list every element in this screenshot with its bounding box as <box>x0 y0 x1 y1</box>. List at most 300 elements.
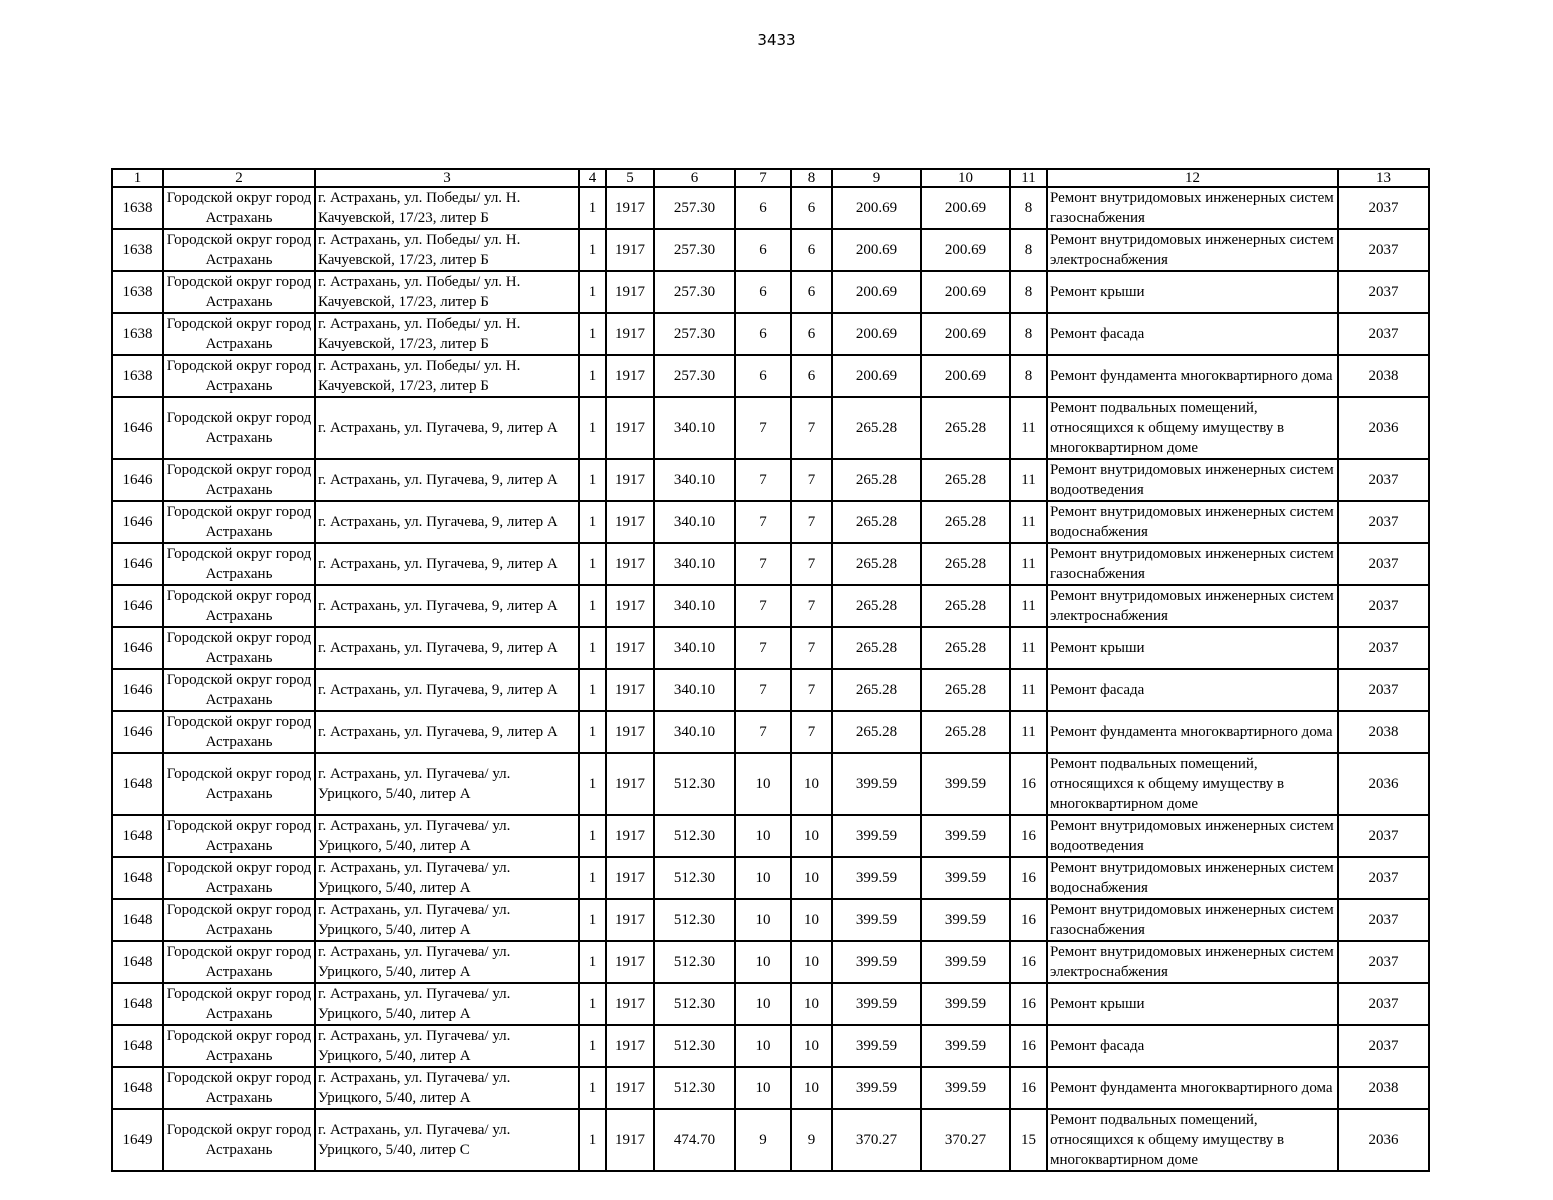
column-8-cell: 7 <box>791 627 832 669</box>
column-4-cell: 1 <box>579 857 606 899</box>
record-number-cell: 1648 <box>112 941 163 983</box>
repair-work-cell: Ремонт внутридомовых инженерных систем газоснабжения <box>1047 899 1338 941</box>
column-7-cell: 6 <box>735 271 791 313</box>
column-header: 1 <box>112 169 163 187</box>
column-9-cell: 370.27 <box>832 1109 921 1171</box>
table-row <box>112 187 1429 229</box>
column-7-cell: 6 <box>735 229 791 271</box>
area-cell: 257.30 <box>654 271 735 313</box>
table-row <box>112 501 1429 543</box>
planned-year-cell: 2038 <box>1338 1067 1429 1109</box>
year-cell: 1917 <box>606 899 654 941</box>
area-cell: 340.10 <box>654 711 735 753</box>
column-9-cell: 265.28 <box>832 459 921 501</box>
table-row <box>112 941 1429 983</box>
table-row <box>112 711 1429 753</box>
column-7-cell: 10 <box>735 857 791 899</box>
year-cell: 1917 <box>606 355 654 397</box>
column-10-cell: 399.59 <box>921 857 1010 899</box>
repair-work-cell: Ремонт фасада <box>1047 313 1338 355</box>
address-cell: г. Астрахань, ул. Пугачева/ ул. Урицкого, 5/40, литер А <box>315 1067 579 1109</box>
column-10-cell: 265.28 <box>921 543 1010 585</box>
address-cell: г. Астрахань, ул. Пугачева/ ул. Урицкого, 5/40, литер А <box>315 815 579 857</box>
column-4-cell: 1 <box>579 983 606 1025</box>
record-number-cell: 1646 <box>112 669 163 711</box>
repair-work-cell: Ремонт внутридомовых инженерных систем газоснабжения <box>1047 543 1338 585</box>
column-8-cell: 10 <box>791 1067 832 1109</box>
column-8-cell: 6 <box>791 313 832 355</box>
address-cell: г. Астрахань, ул. Победы/ ул. Н. Качуевской, 17/23, литер Б <box>315 187 579 229</box>
column-header: 12 <box>1047 169 1338 187</box>
municipality-cell: Городской округ город Астрахань <box>163 627 315 669</box>
planned-year-cell: 2037 <box>1338 459 1429 501</box>
year-cell: 1917 <box>606 229 654 271</box>
planned-year-cell: 2037 <box>1338 899 1429 941</box>
column-7-cell: 7 <box>735 711 791 753</box>
record-number-cell: 1638 <box>112 229 163 271</box>
record-number-cell: 1638 <box>112 355 163 397</box>
column-10-cell: 399.59 <box>921 1067 1010 1109</box>
municipality-cell: Городской округ город Астрахань <box>163 941 315 983</box>
column-4-cell: 1 <box>579 229 606 271</box>
column-7-cell: 6 <box>735 313 791 355</box>
planned-year-cell: 2037 <box>1338 669 1429 711</box>
table-row <box>112 1067 1429 1109</box>
column-4-cell: 1 <box>579 941 606 983</box>
planned-year-cell: 2037 <box>1338 983 1429 1025</box>
column-9-cell: 265.28 <box>832 711 921 753</box>
column-11-cell: 11 <box>1010 627 1047 669</box>
column-10-cell: 399.59 <box>921 941 1010 983</box>
column-4-cell: 1 <box>579 187 606 229</box>
table-row <box>112 627 1429 669</box>
year-cell: 1917 <box>606 753 654 815</box>
column-7-cell: 10 <box>735 983 791 1025</box>
year-cell: 1917 <box>606 313 654 355</box>
municipality-cell: Городской округ город Астрахань <box>163 669 315 711</box>
capital-repair-table <box>111 168 1430 1172</box>
column-10-cell: 265.28 <box>921 585 1010 627</box>
column-4-cell: 1 <box>579 753 606 815</box>
table-body <box>112 187 1429 1171</box>
column-4-cell: 1 <box>579 501 606 543</box>
repair-work-cell: Ремонт внутридомовых инженерных систем электроснабжения <box>1047 229 1338 271</box>
year-cell: 1917 <box>606 1025 654 1067</box>
record-number-cell: 1648 <box>112 1067 163 1109</box>
column-4-cell: 1 <box>579 1067 606 1109</box>
area-cell: 257.30 <box>654 187 735 229</box>
column-10-cell: 200.69 <box>921 187 1010 229</box>
address-cell: г. Астрахань, ул. Пугачева/ ул. Урицкого, 5/40, литер А <box>315 753 579 815</box>
column-11-cell: 8 <box>1010 187 1047 229</box>
repair-work-cell: Ремонт фасада <box>1047 669 1338 711</box>
table-row <box>112 1025 1429 1067</box>
municipality-cell: Городской округ город Астрахань <box>163 313 315 355</box>
planned-year-cell: 2036 <box>1338 397 1429 459</box>
column-8-cell: 7 <box>791 459 832 501</box>
column-9-cell: 399.59 <box>832 753 921 815</box>
column-9-cell: 200.69 <box>832 187 921 229</box>
municipality-cell: Городской округ город Астрахань <box>163 711 315 753</box>
year-cell: 1917 <box>606 669 654 711</box>
planned-year-cell: 2037 <box>1338 543 1429 585</box>
address-cell: г. Астрахань, ул. Пугачева, 9, литер А <box>315 585 579 627</box>
planned-year-cell: 2037 <box>1338 857 1429 899</box>
record-number-cell: 1638 <box>112 313 163 355</box>
column-9-cell: 265.28 <box>832 397 921 459</box>
column-8-cell: 10 <box>791 1025 832 1067</box>
year-cell: 1917 <box>606 1067 654 1109</box>
column-header: 6 <box>654 169 735 187</box>
column-11-cell: 11 <box>1010 397 1047 459</box>
column-header: 2 <box>163 169 315 187</box>
municipality-cell: Городской округ город Астрахань <box>163 857 315 899</box>
area-cell: 512.30 <box>654 899 735 941</box>
municipality-cell: Городской округ город Астрахань <box>163 229 315 271</box>
column-11-cell: 11 <box>1010 669 1047 711</box>
column-header: 5 <box>606 169 654 187</box>
column-10-cell: 399.59 <box>921 983 1010 1025</box>
column-10-cell: 370.27 <box>921 1109 1010 1171</box>
column-9-cell: 399.59 <box>832 899 921 941</box>
column-8-cell: 6 <box>791 355 832 397</box>
column-11-cell: 16 <box>1010 899 1047 941</box>
column-9-cell: 200.69 <box>832 313 921 355</box>
municipality-cell: Городской округ город Астрахань <box>163 815 315 857</box>
column-7-cell: 7 <box>735 543 791 585</box>
table-row <box>112 313 1429 355</box>
address-cell: г. Астрахань, ул. Пугачева/ ул. Урицкого, 5/40, литер А <box>315 857 579 899</box>
area-cell: 257.30 <box>654 313 735 355</box>
repair-work-cell: Ремонт фундамента многоквартирного дома <box>1047 711 1338 753</box>
planned-year-cell: 2037 <box>1338 187 1429 229</box>
municipality-cell: Городской округ город Астрахань <box>163 501 315 543</box>
table-row <box>112 543 1429 585</box>
column-7-cell: 7 <box>735 627 791 669</box>
column-7-cell: 10 <box>735 1025 791 1067</box>
planned-year-cell: 2037 <box>1338 229 1429 271</box>
column-header: 13 <box>1338 169 1429 187</box>
column-4-cell: 1 <box>579 397 606 459</box>
column-9-cell: 399.59 <box>832 1067 921 1109</box>
column-8-cell: 10 <box>791 983 832 1025</box>
year-cell: 1917 <box>606 1109 654 1171</box>
column-10-cell: 399.59 <box>921 753 1010 815</box>
address-cell: г. Астрахань, ул. Пугачева/ ул. Урицкого, 5/40, литер А <box>315 983 579 1025</box>
record-number-cell: 1646 <box>112 459 163 501</box>
column-10-cell: 265.28 <box>921 397 1010 459</box>
table-row <box>112 815 1429 857</box>
column-10-cell: 399.59 <box>921 899 1010 941</box>
area-cell: 257.30 <box>654 355 735 397</box>
address-cell: г. Астрахань, ул. Пугачева/ ул. Урицкого, 5/40, литер А <box>315 899 579 941</box>
column-4-cell: 1 <box>579 669 606 711</box>
column-8-cell: 9 <box>791 1109 832 1171</box>
column-9-cell: 265.28 <box>832 627 921 669</box>
record-number-cell: 1646 <box>112 711 163 753</box>
year-cell: 1917 <box>606 983 654 1025</box>
address-cell: г. Астрахань, ул. Пугачева/ ул. Урицкого, 5/40, литер С <box>315 1109 579 1171</box>
column-11-cell: 16 <box>1010 983 1047 1025</box>
repair-work-cell: Ремонт внутридомовых инженерных систем газоснабжения <box>1047 187 1338 229</box>
column-11-cell: 8 <box>1010 313 1047 355</box>
address-cell: г. Астрахань, ул. Пугачева, 9, литер А <box>315 543 579 585</box>
column-10-cell: 265.28 <box>921 501 1010 543</box>
table-row <box>112 271 1429 313</box>
planned-year-cell: 2037 <box>1338 313 1429 355</box>
municipality-cell: Городской округ город Астрахань <box>163 355 315 397</box>
column-8-cell: 7 <box>791 397 832 459</box>
table-row <box>112 983 1429 1025</box>
column-10-cell: 265.28 <box>921 711 1010 753</box>
record-number-cell: 1646 <box>112 543 163 585</box>
municipality-cell: Городской округ город Астрахань <box>163 1109 315 1171</box>
table-row <box>112 753 1429 815</box>
column-10-cell: 200.69 <box>921 355 1010 397</box>
year-cell: 1917 <box>606 501 654 543</box>
planned-year-cell: 2037 <box>1338 815 1429 857</box>
municipality-cell: Городской округ город Астрахань <box>163 983 315 1025</box>
municipality-cell: Городской округ город Астрахань <box>163 543 315 585</box>
column-7-cell: 7 <box>735 397 791 459</box>
area-cell: 512.30 <box>654 815 735 857</box>
address-cell: г. Астрахань, ул. Пугачева, 9, литер А <box>315 459 579 501</box>
column-4-cell: 1 <box>579 543 606 585</box>
column-11-cell: 11 <box>1010 711 1047 753</box>
column-9-cell: 399.59 <box>832 983 921 1025</box>
record-number-cell: 1649 <box>112 1109 163 1171</box>
table-row <box>112 397 1429 459</box>
year-cell: 1917 <box>606 857 654 899</box>
year-cell: 1917 <box>606 711 654 753</box>
column-10-cell: 399.59 <box>921 1025 1010 1067</box>
column-8-cell: 7 <box>791 585 832 627</box>
repair-work-cell: Ремонт фундамента многоквартирного дома <box>1047 1067 1338 1109</box>
column-8-cell: 10 <box>791 815 832 857</box>
column-4-cell: 1 <box>579 899 606 941</box>
area-cell: 512.30 <box>654 1067 735 1109</box>
repair-work-cell: Ремонт внутридомовых инженерных систем водоотведения <box>1047 459 1338 501</box>
address-cell: г. Астрахань, ул. Пугачева, 9, литер А <box>315 627 579 669</box>
column-11-cell: 11 <box>1010 543 1047 585</box>
area-cell: 512.30 <box>654 753 735 815</box>
area-cell: 512.30 <box>654 857 735 899</box>
repair-work-cell: Ремонт подвальных помещений, относящихся к общему имуществу в многоквартирном доме <box>1047 1109 1338 1171</box>
column-8-cell: 7 <box>791 543 832 585</box>
address-cell: г. Астрахань, ул. Пугачева/ ул. Урицкого, 5/40, литер А <box>315 1025 579 1067</box>
column-header: 9 <box>832 169 921 187</box>
table-row <box>112 585 1429 627</box>
planned-year-cell: 2037 <box>1338 271 1429 313</box>
planned-year-cell: 2037 <box>1338 627 1429 669</box>
year-cell: 1917 <box>606 627 654 669</box>
table-row <box>112 899 1429 941</box>
area-cell: 512.30 <box>654 941 735 983</box>
table-row <box>112 669 1429 711</box>
year-cell: 1917 <box>606 543 654 585</box>
year-cell: 1917 <box>606 941 654 983</box>
year-cell: 1917 <box>606 271 654 313</box>
column-8-cell: 10 <box>791 899 832 941</box>
column-8-cell: 10 <box>791 857 832 899</box>
area-cell: 512.30 <box>654 983 735 1025</box>
column-11-cell: 16 <box>1010 815 1047 857</box>
column-4-cell: 1 <box>579 271 606 313</box>
year-cell: 1917 <box>606 397 654 459</box>
column-11-cell: 11 <box>1010 501 1047 543</box>
column-9-cell: 265.28 <box>832 543 921 585</box>
record-number-cell: 1646 <box>112 397 163 459</box>
column-11-cell: 16 <box>1010 857 1047 899</box>
column-8-cell: 7 <box>791 711 832 753</box>
record-number-cell: 1648 <box>112 815 163 857</box>
column-10-cell: 265.28 <box>921 459 1010 501</box>
column-4-cell: 1 <box>579 355 606 397</box>
area-cell: 257.30 <box>654 229 735 271</box>
address-cell: г. Астрахань, ул. Победы/ ул. Н. Качуевской, 17/23, литер Б <box>315 355 579 397</box>
municipality-cell: Городской округ город Астрахань <box>163 899 315 941</box>
table-row <box>112 857 1429 899</box>
record-number-cell: 1646 <box>112 627 163 669</box>
address-cell: г. Астрахань, ул. Пугачева, 9, литер А <box>315 397 579 459</box>
table-row <box>112 355 1429 397</box>
year-cell: 1917 <box>606 815 654 857</box>
column-10-cell: 200.69 <box>921 313 1010 355</box>
table-row <box>112 459 1429 501</box>
record-number-cell: 1648 <box>112 857 163 899</box>
area-cell: 340.10 <box>654 585 735 627</box>
municipality-cell: Городской округ город Астрахань <box>163 459 315 501</box>
municipality-cell: Городской округ город Астрахань <box>163 271 315 313</box>
column-7-cell: 10 <box>735 815 791 857</box>
column-9-cell: 200.69 <box>832 271 921 313</box>
repair-work-cell: Ремонт внутридомовых инженерных систем электроснабжения <box>1047 941 1338 983</box>
column-4-cell: 1 <box>579 1109 606 1171</box>
repair-work-cell: Ремонт фасада <box>1047 1025 1338 1067</box>
column-11-cell: 15 <box>1010 1109 1047 1171</box>
column-9-cell: 265.28 <box>832 669 921 711</box>
column-7-cell: 6 <box>735 355 791 397</box>
column-10-cell: 200.69 <box>921 229 1010 271</box>
column-10-cell: 399.59 <box>921 815 1010 857</box>
column-10-cell: 265.28 <box>921 669 1010 711</box>
address-cell: г. Астрахань, ул. Пугачева, 9, литер А <box>315 711 579 753</box>
planned-year-cell: 2037 <box>1338 941 1429 983</box>
municipality-cell: Городской округ город Астрахань <box>163 1025 315 1067</box>
column-header: 11 <box>1010 169 1047 187</box>
repair-work-cell: Ремонт фундамента многоквартирного дома <box>1047 355 1338 397</box>
page-number: 3433 <box>757 31 796 49</box>
repair-work-cell: Ремонт подвальных помещений, относящихся к общему имуществу в многоквартирном доме <box>1047 753 1338 815</box>
column-11-cell: 8 <box>1010 355 1047 397</box>
planned-year-cell: 2037 <box>1338 501 1429 543</box>
column-9-cell: 200.69 <box>832 355 921 397</box>
column-header: 10 <box>921 169 1010 187</box>
column-4-cell: 1 <box>579 1025 606 1067</box>
column-header: 7 <box>735 169 791 187</box>
column-8-cell: 6 <box>791 271 832 313</box>
planned-year-cell: 2038 <box>1338 355 1429 397</box>
municipality-cell: Городской округ город Астрахань <box>163 1067 315 1109</box>
area-cell: 340.10 <box>654 543 735 585</box>
area-cell: 340.10 <box>654 397 735 459</box>
repair-work-cell: Ремонт крыши <box>1047 627 1338 669</box>
column-7-cell: 7 <box>735 501 791 543</box>
column-11-cell: 16 <box>1010 941 1047 983</box>
column-8-cell: 10 <box>791 941 832 983</box>
column-11-cell: 16 <box>1010 1067 1047 1109</box>
planned-year-cell: 2038 <box>1338 711 1429 753</box>
address-cell: г. Астрахань, ул. Пугачева/ ул. Урицкого, 5/40, литер А <box>315 941 579 983</box>
column-7-cell: 10 <box>735 1067 791 1109</box>
column-8-cell: 7 <box>791 501 832 543</box>
column-number-row <box>112 169 1429 187</box>
planned-year-cell: 2037 <box>1338 1025 1429 1067</box>
municipality-cell: Городской округ город Астрахань <box>163 397 315 459</box>
address-cell: г. Астрахань, ул. Пугачева, 9, литер А <box>315 669 579 711</box>
column-11-cell: 8 <box>1010 229 1047 271</box>
column-8-cell: 10 <box>791 753 832 815</box>
column-10-cell: 200.69 <box>921 271 1010 313</box>
column-7-cell: 10 <box>735 941 791 983</box>
column-4-cell: 1 <box>579 459 606 501</box>
address-cell: г. Астрахань, ул. Победы/ ул. Н. Качуевской, 17/23, литер Б <box>315 229 579 271</box>
year-cell: 1917 <box>606 585 654 627</box>
column-11-cell: 16 <box>1010 753 1047 815</box>
column-7-cell: 7 <box>735 459 791 501</box>
area-cell: 340.10 <box>654 627 735 669</box>
column-10-cell: 265.28 <box>921 627 1010 669</box>
repair-work-cell: Ремонт внутридомовых инженерных систем водоснабжения <box>1047 501 1338 543</box>
column-7-cell: 9 <box>735 1109 791 1171</box>
column-11-cell: 11 <box>1010 585 1047 627</box>
column-11-cell: 11 <box>1010 459 1047 501</box>
record-number-cell: 1648 <box>112 753 163 815</box>
table-row <box>112 229 1429 271</box>
column-header: 8 <box>791 169 832 187</box>
column-11-cell: 16 <box>1010 1025 1047 1067</box>
column-9-cell: 399.59 <box>832 815 921 857</box>
column-7-cell: 6 <box>735 187 791 229</box>
record-number-cell: 1638 <box>112 271 163 313</box>
address-cell: г. Астрахань, ул. Пугачева, 9, литер А <box>315 501 579 543</box>
table-row <box>112 1109 1429 1171</box>
record-number-cell: 1648 <box>112 983 163 1025</box>
repair-work-cell: Ремонт крыши <box>1047 983 1338 1025</box>
repair-work-cell: Ремонт подвальных помещений, относящихся к общему имуществу в многоквартирном доме <box>1047 397 1338 459</box>
record-number-cell: 1638 <box>112 187 163 229</box>
planned-year-cell: 2037 <box>1338 585 1429 627</box>
column-4-cell: 1 <box>579 627 606 669</box>
area-cell: 340.10 <box>654 501 735 543</box>
area-cell: 474.70 <box>654 1109 735 1171</box>
address-cell: г. Астрахань, ул. Победы/ ул. Н. Качуевской, 17/23, литер Б <box>315 313 579 355</box>
municipality-cell: Городской округ город Астрахань <box>163 187 315 229</box>
year-cell: 1917 <box>606 187 654 229</box>
municipality-cell: Городской округ город Астрахань <box>163 753 315 815</box>
planned-year-cell: 2036 <box>1338 1109 1429 1171</box>
repair-work-cell: Ремонт крыши <box>1047 271 1338 313</box>
area-cell: 340.10 <box>654 669 735 711</box>
planned-year-cell: 2036 <box>1338 753 1429 815</box>
record-number-cell: 1646 <box>112 585 163 627</box>
column-8-cell: 6 <box>791 187 832 229</box>
column-4-cell: 1 <box>579 815 606 857</box>
column-7-cell: 10 <box>735 753 791 815</box>
year-cell: 1917 <box>606 459 654 501</box>
column-11-cell: 8 <box>1010 271 1047 313</box>
column-4-cell: 1 <box>579 711 606 753</box>
